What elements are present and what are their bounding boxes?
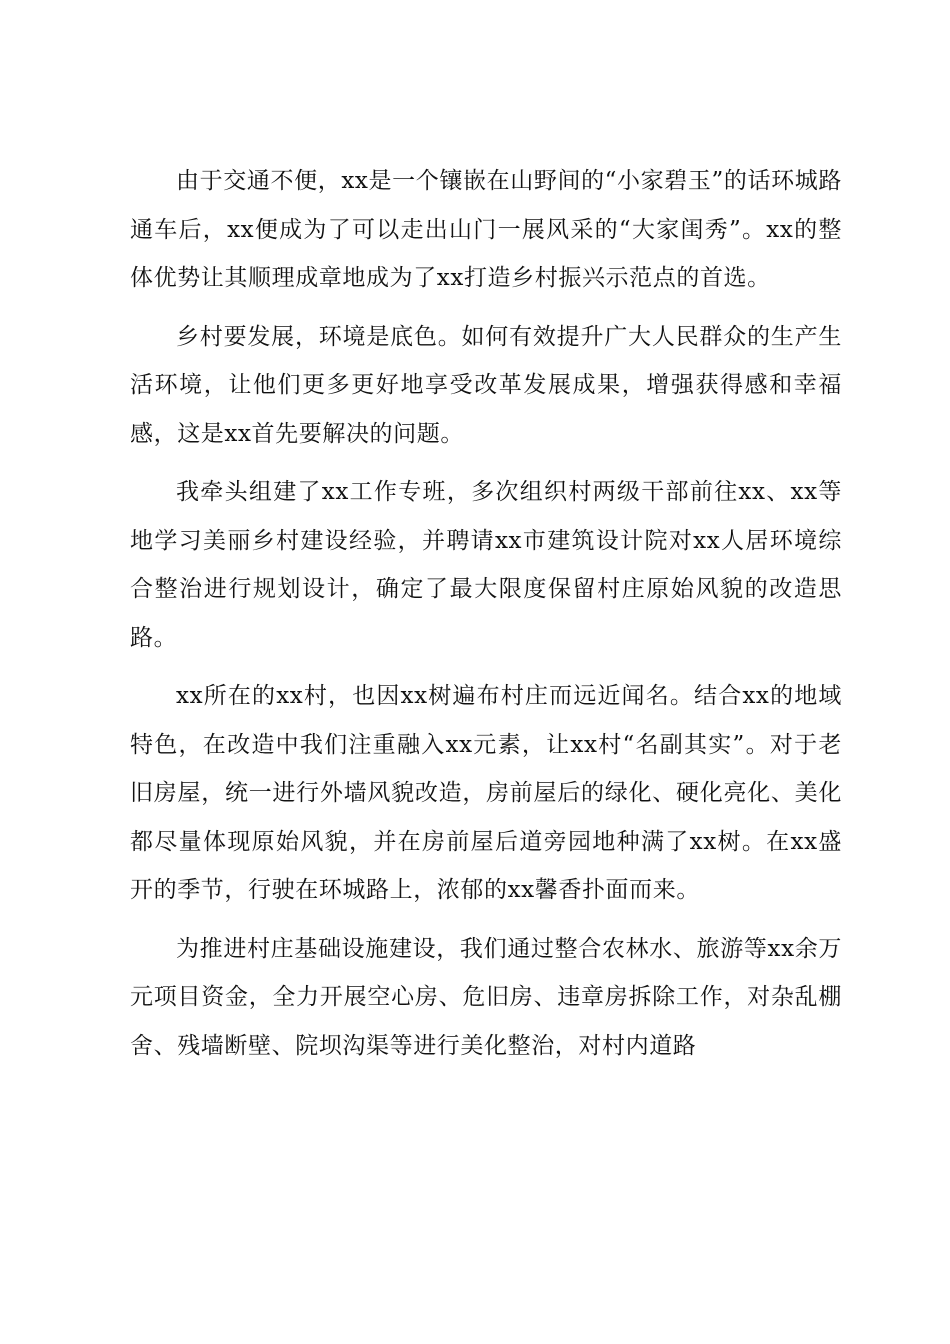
paragraph-2: 乡村要发展，环境是底色。如何有效提升广大人民群众的生产生活环境，让他们更多更好地享受改革发展成果，增强获得感和幸福感，这是xx首先要解决的问题。 (130, 323, 842, 447)
paragraph-4: xx所在的xx村，也因xx树遍布村庄而远近闻名。结合xx的地域特色，在改造中我们注重融入xx元素，让xx村“名副其实”。对于老旧房屋，统一进行外墙风貌改造，房前屋后的绿化、硬化亮化、美化都尽量体现原始风貌，并在房前屋后道旁园地种满了xx树。在xx盛开的季节，行驶在环城路上，浓郁的xx馨香扑面而来。 (130, 683, 842, 903)
document-body (130, 157, 842, 1080)
paragraph-3: 我牵头组建了xx工作专班，多次组织村两级干部前往xx、xx等地学习美丽乡村建设经验，并聘请xx市建筑设计院对xx人居环境综合整治进行规划设计，确定了最大限度保留村庄原始风貌的改造思路。 (130, 479, 842, 651)
paragraph-1: 由于交通不便，xx是一个镶嵌在山野间的“小家碧玉”的话环城路通车后，xx便成为了可以走出山门一展风采的“大家闺秀”。xx的整体优势让其顺理成章地成为了xx打造乡村振兴示范点的首选。 (130, 168, 842, 291)
paragraph-5: 为推进村庄基础设施建设，我们通过整合农林水、旅游等xx余万元项目资金，全力开展空心房、危旧房、违章房拆除工作，对杂乱棚舍、残墙断壁、院坝沟渠等进行美化整治，对村内道路 (130, 935, 842, 1059)
